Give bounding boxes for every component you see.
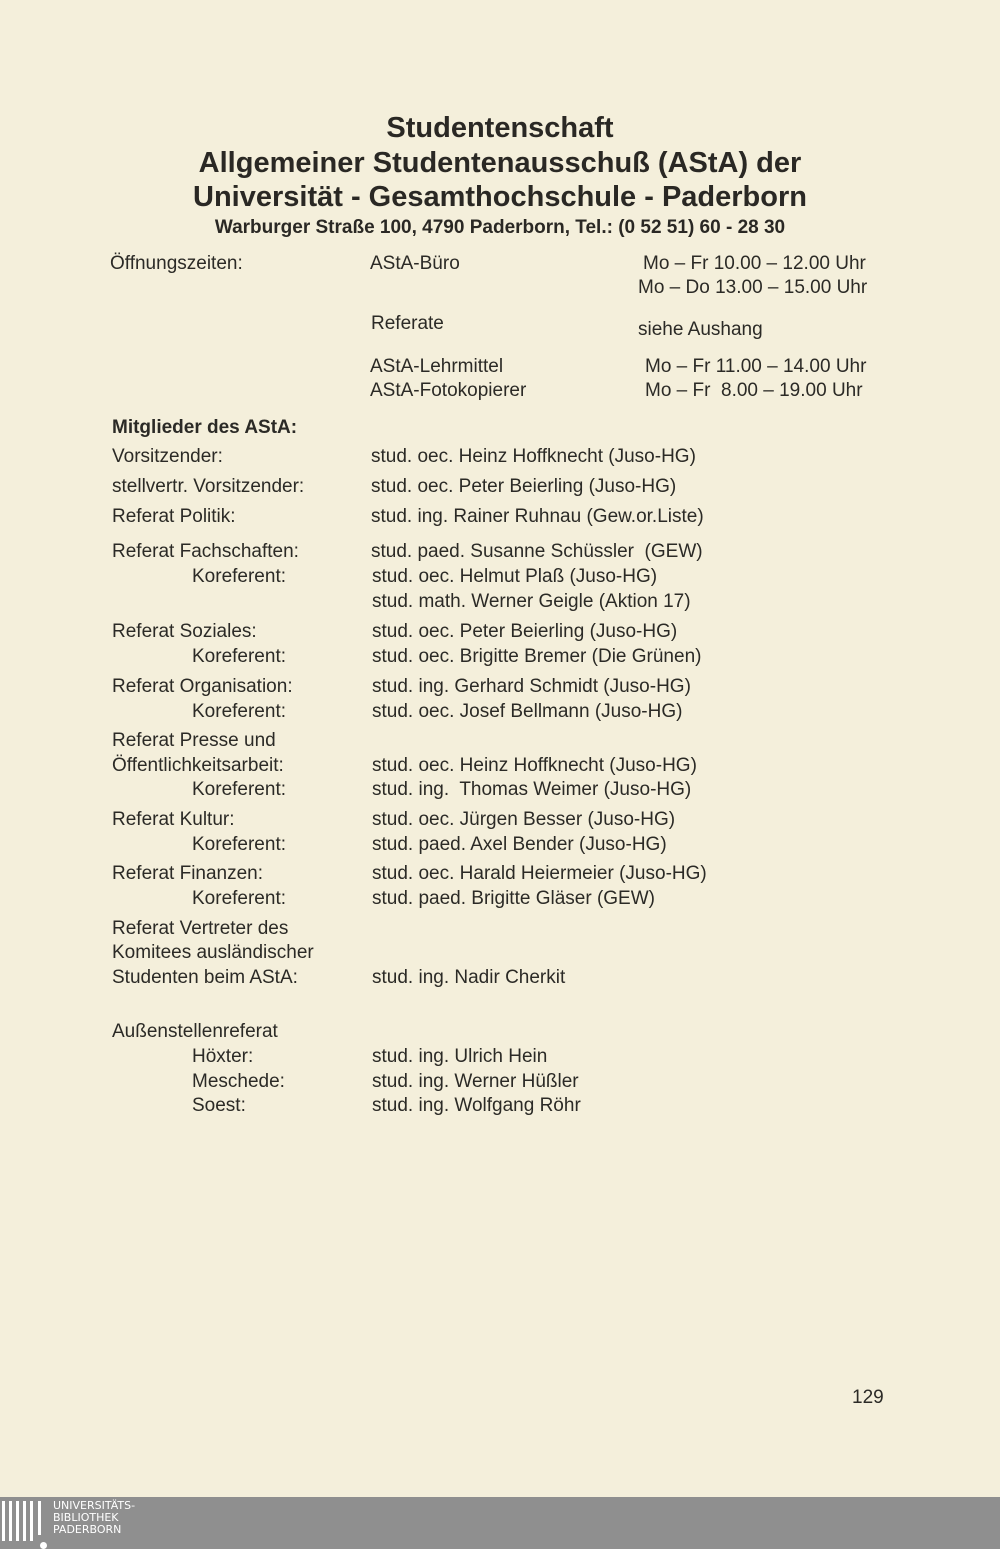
member-label: Referat Soziales: <box>112 621 257 642</box>
member-name: stud. math. Werner Geigle (Aktion 17) <box>372 591 691 612</box>
member-label: Koreferent: <box>192 888 286 909</box>
header-line-1: Studentenschaft <box>386 112 614 144</box>
member-label: Soest: <box>192 1095 246 1116</box>
header-line-3: Universität - Gesamthochschule - Paderborn <box>193 181 807 213</box>
library-logo-icon <box>2 1501 46 1545</box>
hours-time: Mo – Fr 10.00 – 12.00 Uhr <box>643 253 866 274</box>
member-name: stud. oec. Heinz Hoffknecht (Juso-HG) <box>372 755 697 776</box>
member-name: stud. oec. Brigitte Bremer (Die Grünen) <box>372 646 702 667</box>
member-name: stud. oec. Harald Heiermeier (Juso-HG) <box>372 863 707 884</box>
member-label: Außenstellenreferat <box>112 1021 278 1042</box>
member-label: Koreferent: <box>192 834 286 855</box>
library-footer-bar <box>0 1497 1000 1549</box>
member-label: Vorsitzender: <box>112 446 223 467</box>
hours-time: Mo – Fr 11.00 – 14.00 Uhr <box>645 356 867 377</box>
hours-place-asta-buero: AStA-Büro <box>370 253 460 274</box>
member-name: stud. ing. Gerhard Schmidt (Juso-HG) <box>372 676 691 697</box>
header-line-2: Allgemeiner Studentenausschuß (AStA) der <box>198 147 802 179</box>
member-name: stud. oec. Heinz Hoffknecht (Juso-HG) <box>371 446 696 467</box>
members-heading: Mitglieder des AStA: <box>112 417 298 438</box>
page-number: 129 <box>852 1387 884 1408</box>
member-label: Referat Vertreter des <box>112 918 289 939</box>
member-name: stud. oec. Josef Bellmann (Juso-HG) <box>372 701 683 722</box>
member-name: stud. ing. Werner Hüßler <box>372 1071 579 1092</box>
member-label: Öffentlichkeitsarbeit: <box>112 755 284 776</box>
member-name: stud. oec. Peter Beierling (Juso-HG) <box>371 476 677 497</box>
member-label: Komitees ausländischer <box>112 942 314 963</box>
member-label: Referat Fachschaften: <box>112 541 299 562</box>
member-label: Koreferent: <box>192 646 286 667</box>
member-name: stud. ing. Wolfgang Röhr <box>372 1095 581 1116</box>
member-name: stud. ing. Nadir Cherkit <box>372 967 566 988</box>
member-label: Koreferent: <box>192 779 286 800</box>
hours-label: Öffnungszeiten: <box>110 253 243 274</box>
member-label: Meschede: <box>192 1071 285 1092</box>
member-label: Höxter: <box>192 1046 254 1067</box>
member-name: stud. ing. Ulrich Hein <box>372 1046 548 1067</box>
hours-place-fotokopierer: AStA-Fotokopierer <box>370 380 527 401</box>
member-name: stud. oec. Helmut Plaß (Juso-HG) <box>372 566 658 587</box>
member-name: stud. oec. Peter Beierling (Juso-HG) <box>372 621 678 642</box>
member-label: Referat Kultur: <box>112 809 235 830</box>
logo-line: UNIVERSITÄTS- <box>53 1499 136 1512</box>
member-name: stud. oec. Jürgen Besser (Juso-HG) <box>372 809 676 830</box>
member-label: Koreferent: <box>192 701 286 722</box>
member-label: Referat Finanzen: <box>112 863 264 884</box>
member-name: stud. paed. Susanne Schüssler (GEW) <box>371 541 703 562</box>
header-address: Warburger Straße 100, 4790 Paderborn, Tel.: (0 52 51) 60 - 28 30 <box>214 217 786 238</box>
hours-time: siehe Aushang <box>638 319 763 340</box>
member-label: stellvertr. Vorsitzender: <box>112 476 305 497</box>
hours-time: Mo – Do 13.00 – 15.00 Uhr <box>638 277 868 298</box>
hours-place-lehrmittel: AStA-Lehrmittel <box>370 356 504 377</box>
member-name: stud. paed. Axel Bender (Juso-HG) <box>372 834 667 855</box>
member-label: Referat Politik: <box>112 506 236 527</box>
member-label: Referat Presse und <box>112 730 276 751</box>
hours-place-referate: Referate <box>371 313 444 334</box>
logo-line: PADERBORN <box>53 1523 122 1536</box>
member-name: stud. ing. Thomas Weimer (Juso-HG) <box>372 779 692 800</box>
member-label: Studenten beim AStA: <box>112 967 298 988</box>
member-name: stud. paed. Brigitte Gläser (GEW) <box>372 888 655 909</box>
hours-time: Mo – Fr 8.00 – 19.00 Uhr <box>645 380 863 401</box>
library-logo-text <box>53 1500 135 1536</box>
member-label: Referat Organisation: <box>112 676 293 697</box>
logo-line: BIBLIOTHEK <box>53 1511 119 1524</box>
member-name: stud. ing. Rainer Ruhnau (Gew.or.Liste) <box>371 506 704 527</box>
member-label: Koreferent: <box>192 566 286 587</box>
